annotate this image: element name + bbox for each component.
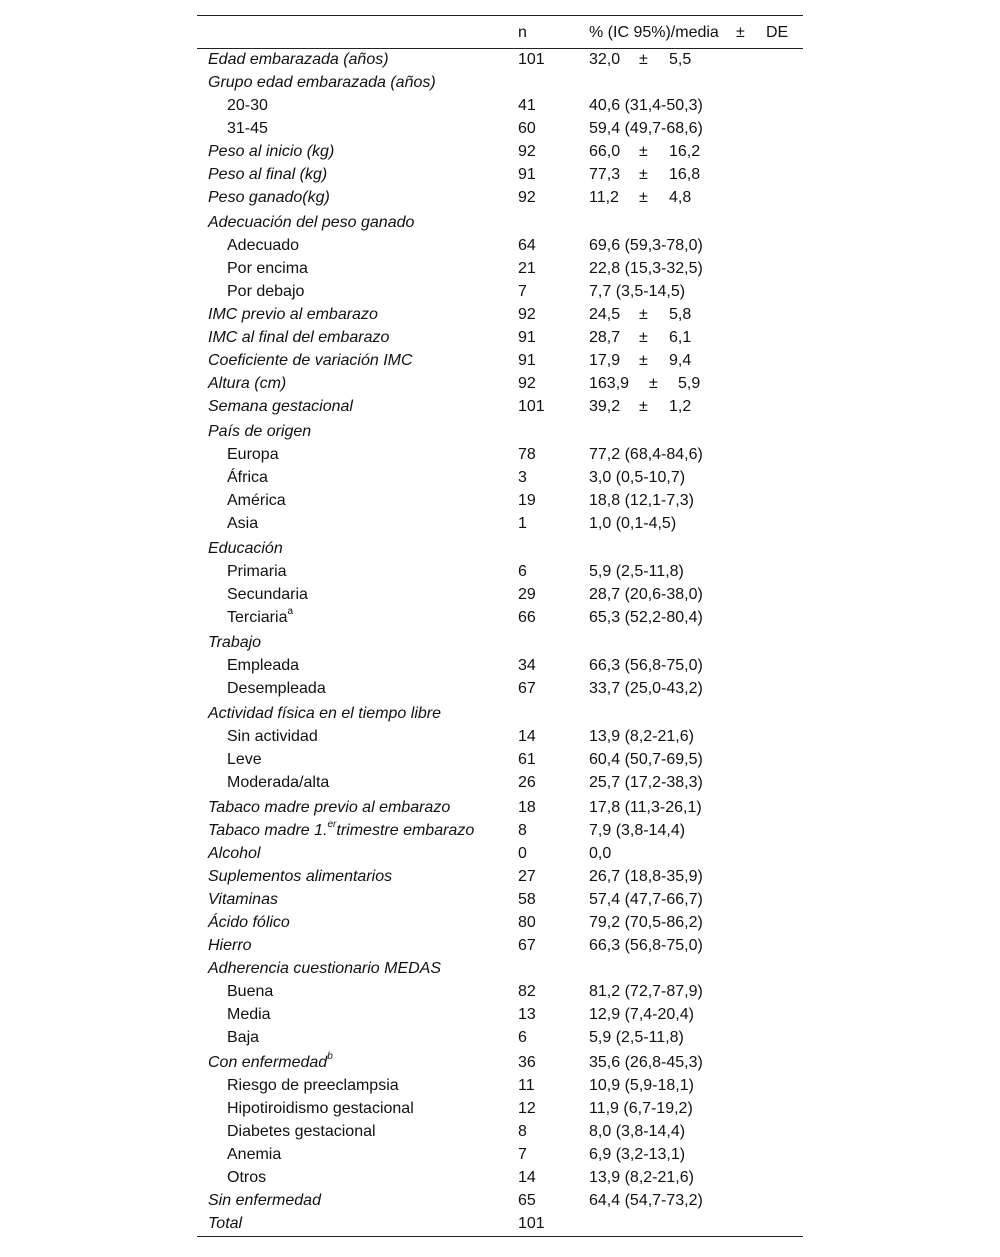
row-value: 57,4 (47,7-66,7) (589, 891, 703, 908)
row-label: Secundaria (227, 586, 308, 603)
table-row (197, 164, 803, 187)
row-mean: 17,9 (589, 352, 621, 369)
row-n: 80 (518, 914, 536, 931)
characteristics-table (197, 15, 803, 1237)
row-label: América (227, 492, 286, 509)
row-label: Ácido fólico (208, 914, 290, 931)
table-row (197, 1121, 803, 1144)
table-row (197, 327, 803, 350)
row-label: Coeficiente de variación IMC (208, 352, 413, 369)
row-value: 40,6 (31,4-50,3) (589, 97, 703, 114)
table-row (197, 820, 803, 843)
row-label: Por debajo (227, 283, 305, 300)
row-label: Actividad física en el tiempo libre (208, 705, 441, 722)
row-value: 11,9 (6,7-19,2) (589, 1100, 693, 1117)
row-n: 29 (518, 586, 536, 603)
row-n: 92 (518, 306, 536, 323)
table-row (197, 396, 803, 419)
row-label: Asia (227, 515, 259, 532)
footnote-mark: er (327, 819, 337, 830)
row-plusminus: ± (639, 189, 648, 206)
row-value: 26,7 (18,8-35,9) (589, 868, 703, 885)
table-row (197, 1144, 803, 1167)
row-mean: 77,3 (589, 166, 621, 183)
table-row (197, 467, 803, 490)
row-n: 78 (518, 446, 536, 463)
row-n: 18 (518, 799, 536, 816)
row-n: 41 (518, 97, 536, 114)
row-n: 6 (518, 563, 527, 580)
row-label: Edad embarazada (años) (208, 51, 389, 68)
row-label: País de origen (208, 423, 312, 440)
row-plusminus: ± (639, 352, 648, 369)
row-value: 66,3 (56,8-75,0) (589, 657, 703, 674)
row-label: Sin actividad (227, 728, 318, 745)
row-n: 91 (518, 329, 536, 346)
row-label: Diabetes gestacional (227, 1123, 376, 1140)
row-label: Sin enfermedad (208, 1192, 321, 1209)
row-n: 65 (518, 1192, 536, 1209)
row-label: Alcohol (208, 845, 261, 862)
table-row (197, 118, 803, 141)
row-label: Hipotiroidismo gestacional (227, 1100, 414, 1117)
row-n: 101 (518, 398, 545, 415)
row-n: 61 (518, 751, 536, 768)
table-row (197, 490, 803, 513)
row-n: 91 (518, 166, 536, 183)
table-row (197, 843, 803, 866)
row-label: Terciaria$^a$ (227, 606, 294, 626)
table-row (197, 584, 803, 607)
row-n: 13 (518, 1006, 536, 1023)
row-label: Europa (227, 446, 279, 463)
row-value: 10,9 (5,9-18,1) (589, 1077, 694, 1094)
row-n: 12 (518, 1100, 536, 1117)
row-label: 20-30 (227, 97, 268, 114)
table-row (197, 538, 803, 561)
row-n: 14 (518, 1169, 536, 1186)
row-n: 3 (518, 469, 527, 486)
table-row (197, 866, 803, 889)
row-label: Peso al final (kg) (208, 166, 328, 183)
row-label: Adherencia cuestionario MEDAS (208, 960, 442, 977)
table-row (197, 281, 803, 304)
row-sd: 1,2 (669, 398, 692, 415)
row-value: 12,9 (7,4-20,4) (589, 1006, 694, 1023)
row-n: 101 (518, 51, 545, 68)
row-value: 60,4 (50,7-69,5) (589, 751, 703, 768)
row-value: 1,0 (0,1-4,5) (589, 515, 677, 532)
row-label: Baja (227, 1029, 260, 1046)
footnote-mark: b (327, 1051, 333, 1062)
row-value: 33,7 (25,0-43,2) (589, 680, 703, 697)
row-mean: 11,2 (589, 189, 619, 206)
row-n: 11 (518, 1077, 535, 1094)
row-plusminus: ± (639, 143, 648, 160)
row-mean: 32,0 (589, 51, 621, 68)
table-row (197, 655, 803, 678)
row-n: 1 (518, 515, 527, 532)
row-label: 31-45 (227, 120, 268, 137)
table-row (197, 958, 803, 981)
row-label: Adecuación del peso ganado (208, 214, 415, 231)
row-sd: 5,8 (669, 306, 692, 323)
row-label: Riesgo de preeclampsia (227, 1077, 399, 1094)
row-label: Anemia (227, 1146, 282, 1163)
row-n: 92 (518, 189, 536, 206)
table-row (197, 95, 803, 118)
row-value: 22,8 (15,3-32,5) (589, 260, 703, 277)
row-n: 92 (518, 143, 536, 160)
row-label: Desempleada (227, 680, 326, 697)
row-label: Por encima (227, 260, 308, 277)
row-n: 8 (518, 1123, 527, 1140)
row-label: IMC previo al embarazo (208, 306, 378, 323)
row-sd: 5,5 (669, 51, 692, 68)
table-row (197, 912, 803, 935)
row-label: Peso ganado(kg) (208, 189, 330, 206)
row-value: 13,9 (8,2-21,6) (589, 728, 694, 745)
row-value: 8,0 (3,8-14,4) (589, 1123, 686, 1140)
row-n: 64 (518, 237, 536, 254)
row-value: 79,2 (70,5-86,2) (589, 914, 703, 931)
row-label: Tabaco madre previo al embarazo (208, 799, 451, 816)
row-sd: 9,4 (669, 352, 692, 369)
row-value: 28,7 (20,6-38,0) (589, 586, 703, 603)
row-label: Primaria (227, 563, 287, 580)
row-value: 66,3 (56,8-75,0) (589, 937, 703, 954)
table-row (197, 304, 803, 327)
row-label: Suplementos alimentarios (208, 868, 393, 885)
table-row (197, 797, 803, 820)
table-row (197, 212, 803, 235)
row-label: IMC al final del embarazo (208, 329, 390, 346)
row-value: 35,6 (26,8-45,3) (589, 1054, 703, 1071)
row-label: Media (227, 1006, 271, 1023)
row-n: 60 (518, 120, 536, 137)
table-row (197, 749, 803, 772)
row-plusminus: ± (639, 398, 648, 415)
table-row (197, 1075, 803, 1098)
row-n: 7 (518, 1146, 527, 1163)
table-row (197, 607, 803, 630)
row-label: Grupo edad embarazada (años) (208, 74, 436, 91)
row-label: Educación (208, 540, 283, 557)
table-row (197, 350, 803, 373)
row-sd: 16,2 (669, 143, 701, 160)
row-label: Empleada (227, 657, 300, 674)
table-row (197, 1052, 803, 1075)
row-label: Con enfermedad$^b$ (208, 1051, 333, 1071)
row-value: 7,9 (3,8-14,4) (589, 822, 686, 839)
row-label: África (227, 469, 268, 486)
row-value: 17,8 (11,3-26,1) (589, 799, 702, 816)
row-value: 64,4 (54,7-73,2) (589, 1192, 703, 1209)
row-mean: 66,0 (589, 143, 621, 160)
table-row (197, 513, 803, 536)
row-value: 25,7 (17,2-38,3) (589, 774, 703, 791)
row-n: 21 (518, 260, 536, 277)
header-pct: % (IC 95%)/media (589, 24, 719, 41)
table-row (197, 981, 803, 1004)
row-label: Tabaco madre 1.$^{er}$trimestre embarazo (208, 819, 475, 839)
row-n: 26 (518, 774, 536, 791)
row-label: Hierro (208, 937, 252, 954)
row-label: Moderada/alta (227, 774, 330, 791)
table-row (197, 1167, 803, 1190)
table-row (197, 703, 803, 726)
header-de: DE (766, 24, 789, 41)
table-row (197, 235, 803, 258)
row-n: 67 (518, 937, 536, 954)
footnote-mark: a (287, 606, 294, 617)
row-n: 101 (518, 1215, 545, 1232)
row-n: 14 (518, 728, 536, 745)
row-plusminus: ± (639, 306, 648, 323)
table-row (197, 258, 803, 281)
row-plusminus: ± (639, 51, 648, 68)
row-value: 7,7 (3,5-14,5) (589, 283, 686, 300)
table-body (197, 49, 803, 1236)
table-row (197, 1027, 803, 1050)
table-row (197, 772, 803, 795)
row-sd: 5,9 (678, 375, 701, 392)
table-row (197, 187, 803, 210)
row-plusminus: ± (639, 166, 648, 183)
row-mean: 39,2 (589, 398, 621, 415)
row-label: Altura (cm) (208, 375, 287, 392)
row-n: 36 (518, 1054, 536, 1071)
row-value: 5,9 (2,5-11,8) (589, 1029, 684, 1046)
table-row (197, 444, 803, 467)
row-label: Trabajo (208, 634, 262, 651)
table-row (197, 678, 803, 701)
row-n: 67 (518, 680, 536, 697)
table-row (197, 49, 803, 72)
row-label: Leve (227, 751, 262, 768)
table-row (197, 421, 803, 444)
row-label: Buena (227, 983, 274, 1000)
row-value: 5,9 (2,5-11,8) (589, 563, 684, 580)
row-label: Adecuado (227, 237, 300, 254)
row-n: 7 (518, 283, 527, 300)
row-n: 91 (518, 352, 536, 369)
row-label: Total (208, 1215, 243, 1232)
row-plusminus: ± (649, 375, 658, 392)
row-n: 34 (518, 657, 536, 674)
table-row (197, 1004, 803, 1027)
row-mean: 163,9 (589, 375, 630, 392)
table-row (197, 373, 803, 396)
row-value: 81,2 (72,7-87,9) (589, 983, 703, 1000)
row-n: 58 (518, 891, 536, 908)
header-n: n (518, 24, 527, 41)
table-row (197, 935, 803, 958)
row-value: 18,8 (12,1-7,3) (589, 492, 694, 509)
row-n: 82 (518, 983, 536, 1000)
table-row (197, 141, 803, 164)
row-value: 77,2 (68,4-84,6) (589, 446, 703, 463)
row-value: 3,0 (0,5-10,7) (589, 469, 686, 486)
row-mean: 28,7 (589, 329, 621, 346)
row-sd: 4,8 (669, 189, 692, 206)
row-plusminus: ± (639, 329, 648, 346)
row-n: 92 (518, 375, 536, 392)
row-value: 69,6 (59,3-78,0) (589, 237, 703, 254)
row-n: 8 (518, 822, 527, 839)
table-header (197, 16, 803, 49)
row-value: 0,0 (589, 845, 612, 862)
table-row (197, 1213, 803, 1236)
row-n: 66 (518, 609, 536, 626)
row-mean: 24,5 (589, 306, 621, 323)
row-value: 13,9 (8,2-21,6) (589, 1169, 694, 1186)
row-sd: 16,8 (669, 166, 701, 183)
row-sd: 6,1 (669, 329, 692, 346)
table-row (197, 1098, 803, 1121)
row-n: 27 (518, 868, 536, 885)
table-row (197, 632, 803, 655)
row-value: 6,9 (3,2-13,1) (589, 1146, 686, 1163)
row-label: Semana gestacional (208, 398, 353, 415)
row-label: Otros (227, 1169, 267, 1186)
table-row (197, 72, 803, 95)
row-label: Vitaminas (208, 891, 278, 908)
table-row (197, 889, 803, 912)
table-row (197, 726, 803, 749)
row-n: 0 (518, 845, 527, 862)
table-row (197, 1190, 803, 1213)
row-n: 19 (518, 492, 536, 509)
row-n: 6 (518, 1029, 527, 1046)
row-value: 65,3 (52,2-80,4) (589, 609, 703, 626)
header-pm: ± (736, 24, 745, 41)
table-row (197, 561, 803, 584)
row-label: Peso al inicio (kg) (208, 143, 335, 160)
row-value: 59,4 (49,7-68,6) (589, 120, 703, 137)
